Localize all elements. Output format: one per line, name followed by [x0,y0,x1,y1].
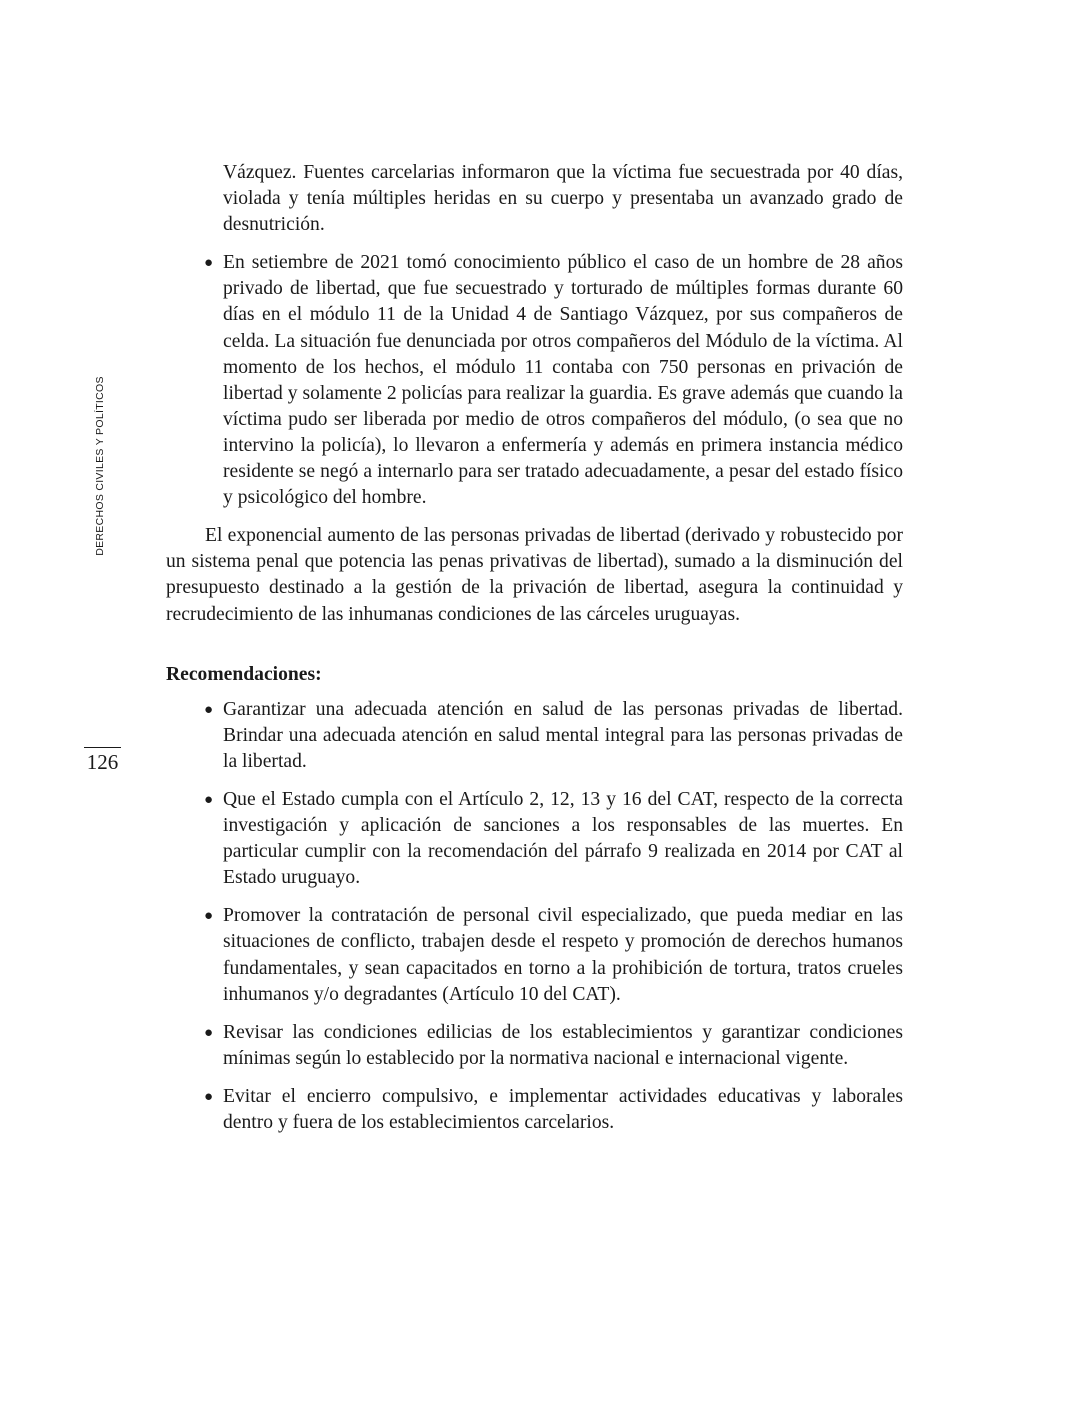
running-section-title: DERECHOS CIVILES Y POLÍTICOS [94,376,106,556]
recommendation-item [204,697,903,775]
recommendation-text: Garantizar una adecuada atención en salud de las personas privadas de libertad. Brindar una adecuada atención en salud mental integral para las personas privadas de la libertad. [223,698,903,772]
recommendation-item [204,1020,903,1072]
continued-bullet-text: Vázquez. Fuentes carcelarias informaron que la víctima fue secuestrada por 40 días, violada y tenía múltiples heridas en su cuerpo y presentaba un avanzado grado de desnutrición. [223,162,903,236]
case-item [204,250,903,511]
bullet-icon: ● [204,255,214,272]
case-text: En setiembre de 2021 tomó conocimiento público el caso de un hombre de 28 años privado de libertad, que fue secuestrado y torturado de múltiples formas durante 60 días en el módulo 11 de la Unidad 4 de Santiago Vázquez, por sus compañeros de celda. La situación fue denunciada por otros compañeros del Módulo de la víctima. Al momento de los hechos, el módulo 11 contaba con 750 personas en privación de libertad y solamente 2 policías para realizar la guardia. Es grave además que cuando la víctima pudo ser liberada por medio de otros compañeros del módulo, (o sea que no intervino la policía), lo llevaron a enfermería y además en primera instancia médico residente se negó a internarlo para ser tratado adecuadamente, a pesar del estado físico y psicológico del hombre. [223,252,903,509]
recommendation-item [204,903,903,1007]
case-list [166,250,903,511]
recommendation-text: Evitar el encierro compulsivo, e implementar actividades educativas y laborales dentro y fuera de los establecimientos carcelarios. [223,1085,903,1133]
recommendations-heading: Recomendaciones: [166,663,322,685]
bullet-icon: ● [204,791,214,808]
recommendations-list [166,697,903,1136]
recommendation-text: Promover la contratación de personal civil especializado, que pueda mediar en las situaciones de conflicto, trabajen desde el respeto y promoción de derechos humanos fundamentales, y sean capacitados en torno a la prohibición de tortura, tratos crueles inhumanos y/o degradantes (Artículo 10 del CAT). [223,905,903,1005]
recommendation-item [204,1084,903,1136]
bullet-icon: ● [204,1088,214,1105]
body-paragraph: El exponencial aumento de las personas privadas de libertad (derivado y robustecido por un sistema penal que potencia las penas privativas de libertad), sumado a la disminución del presupuesto destinado a la gestión de la privación de libertad, asegura la continuidad y recrudecimiento de las inhumanas condiciones de las cárceles uruguayas. [166,525,903,625]
page-number: 126 [86,750,119,774]
recommendation-text: Que el Estado cumpla con el Artículo 2, 12, 13 y 16 del CAT, respecto de la correcta investigación y aplicación de sanciones a los responsables de las muertes. En particular cumplir con la recomendación del párrafo 9 realizada en 2014 por CAT al Estado uruguayo. [223,788,903,889]
bullet-icon: ● [204,908,214,925]
page-number-rule [84,747,121,748]
bullet-icon: ● [204,1024,214,1041]
page-body [166,160,903,1148]
recommendation-text: Revisar las condiciones edilicias de los establecimientos y garantizar condiciones mínimas según lo establecido por la normativa nacional e internacional vigente. [223,1021,903,1069]
bullet-icon: ● [204,701,214,718]
recommendation-item [204,787,903,891]
